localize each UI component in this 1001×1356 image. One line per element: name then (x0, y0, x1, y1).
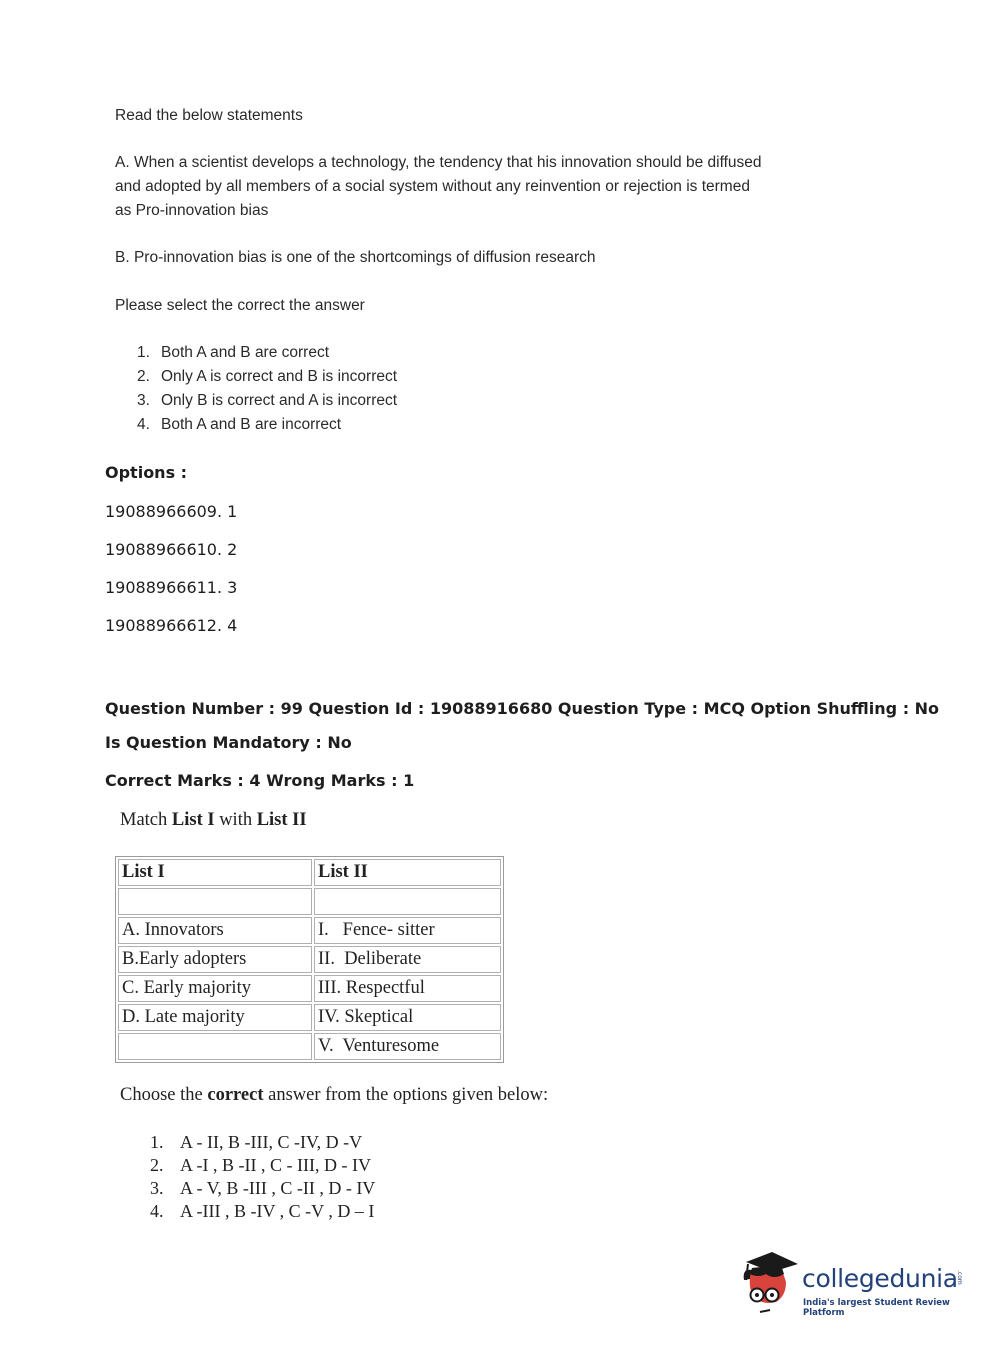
q1-statement-a (115, 151, 762, 223)
table-header-row (118, 859, 501, 886)
table-row (118, 946, 501, 973)
table-header-cell: List II (314, 859, 501, 886)
choose-instruction: Choose the correct answer from the options given below: (120, 1085, 549, 1105)
table-cell (314, 888, 501, 915)
table-row (118, 1004, 501, 1031)
table-cell: A. Innovators (118, 917, 312, 944)
table-header-cell: List I (118, 859, 312, 886)
list-item: 1. Both A and B are correct (137, 344, 330, 361)
statement-a-line: as Pro-innovation bias (115, 202, 269, 219)
table-row (118, 917, 501, 944)
logo-com: .com (956, 1270, 963, 1285)
logo-tagline: India's largest Student Review Platform (803, 1298, 950, 1318)
match-table (115, 856, 504, 1063)
list-item: 4. Both A and B are incorrect (137, 416, 342, 433)
statement-a-line: and adopted by all members of a social system without any reinvention or rejection is termed (115, 178, 750, 195)
table-cell: D. Late majority (118, 1004, 312, 1031)
table-row (118, 888, 501, 915)
list-item: 2. Only A is correct and B is incorrect (137, 368, 398, 385)
option-item: 19088966609. 1 (105, 502, 238, 521)
list-item: 4. A -III , B -IV , C -V , D – I (150, 1201, 375, 1221)
table-cell: I. Fence- sitter (314, 917, 501, 944)
table-cell: IV. Skeptical (314, 1004, 501, 1031)
table-cell: III. Respectful (314, 975, 501, 1002)
q1-prompt: Please select the correct the answer (115, 297, 365, 314)
q1-intro: Read the below statements (115, 107, 303, 124)
question-marks: Correct Marks : 4 Wrong Marks : 1 (105, 771, 415, 790)
table-cell: B.Early adopters (118, 946, 312, 973)
mascot-icon (742, 1250, 800, 1316)
q1-statement-b: B. Pro-innovation bias is one of the shortcomings of diffusion research (115, 249, 596, 266)
answer-list (150, 1131, 375, 1223)
logo-title: collegedunia (802, 1264, 958, 1293)
option-item: 19088966610. 2 (105, 540, 238, 559)
question-meta: Question Number : 99 Question Id : 19088916680 Question Type : MCQ Option Shuffling : No (105, 699, 940, 718)
list-item: 1. A - II, B -III, C -IV, D -V (150, 1132, 363, 1152)
table-cell (118, 1033, 312, 1060)
list-item: 2. A -I , B -II , C - III, D - IV (150, 1155, 371, 1175)
table-cell: V. Venturesome (314, 1033, 501, 1060)
table-row (118, 975, 501, 1002)
question-mandatory: Is Question Mandatory : No (105, 733, 352, 752)
option-item: 19088966611. 3 (105, 578, 238, 597)
collegedunia-logo (742, 1250, 977, 1320)
match-instruction: Match List I with List II (120, 810, 307, 830)
option-item: 19088966612. 4 (105, 616, 238, 635)
list-item: 3. A - V, B -III , C -II , D - IV (150, 1178, 376, 1198)
table-cell (118, 888, 312, 915)
options-heading: Options : (105, 463, 188, 482)
table-row (118, 1033, 501, 1060)
q1-choice-list (137, 341, 397, 437)
table-cell: II. Deliberate (314, 946, 501, 973)
table-cell: C. Early majority (118, 975, 312, 1002)
statement-a-line: A. When a scientist develops a technology, the tendency that his innovation should be diffused (115, 154, 762, 171)
list-item: 3. Only B is correct and A is incorrect (137, 392, 398, 409)
